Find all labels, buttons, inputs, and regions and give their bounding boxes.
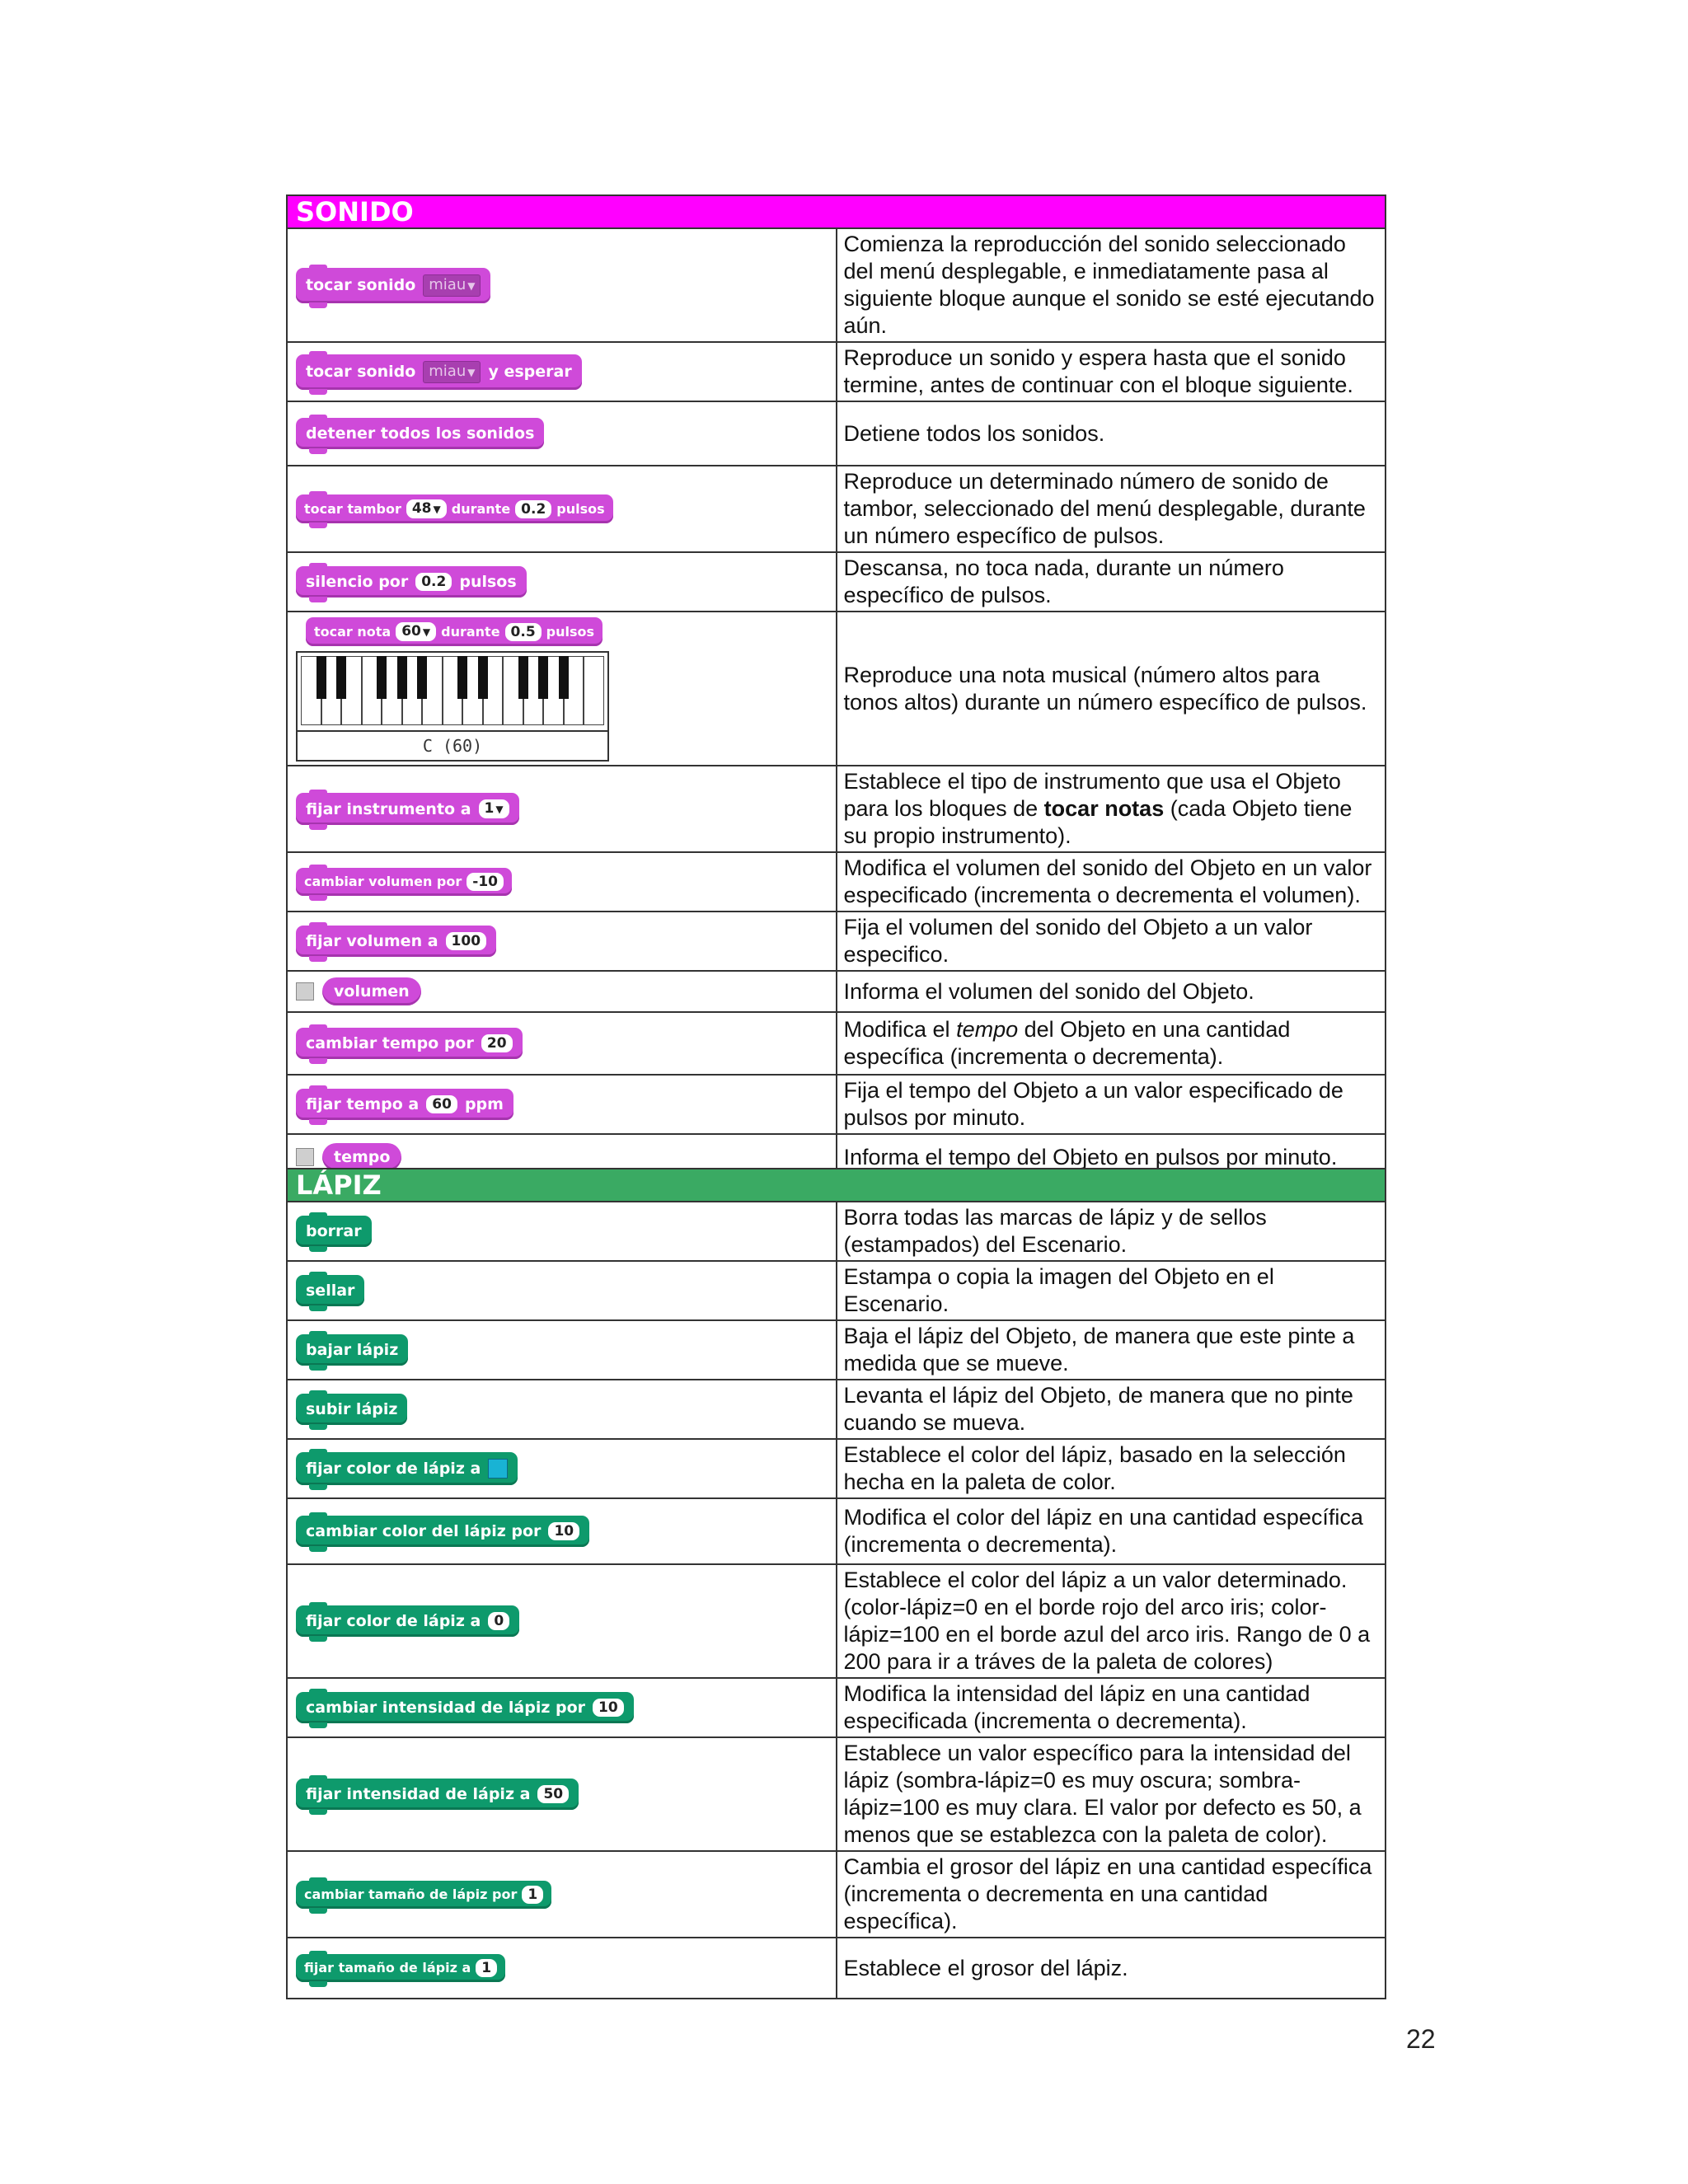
piano-black-key[interactable] — [478, 656, 488, 699]
table-row — [287, 912, 1386, 971]
stop-all-sounds-block[interactable]: detener todos los sonidos — [296, 418, 544, 449]
pen-color-field[interactable]: 0 — [488, 1612, 509, 1630]
instrument-field[interactable]: 1 ▼ — [479, 799, 509, 818]
note-label: C (60) — [298, 730, 607, 760]
set-pen-color-value-block[interactable]: fijar color de lápiz a 0 — [296, 1605, 519, 1637]
table-row — [287, 342, 1386, 401]
volume-field[interactable]: -10 — [467, 873, 504, 891]
table-row — [287, 1202, 1386, 1261]
tempo-field[interactable]: 60 — [426, 1095, 457, 1113]
set-pen-color-block[interactable]: fijar color de lápiz a — [296, 1452, 518, 1485]
table-row — [287, 766, 1386, 852]
row-description: Cambia el grosor del lápiz en una cantidad específica (incrementa o decrementa en una cantidad específica). — [837, 1851, 1386, 1938]
change-volume-block[interactable]: cambiar volumen por -10 — [296, 868, 512, 896]
piano-keyboard[interactable] — [296, 651, 609, 762]
pen-color-field[interactable]: 10 — [548, 1522, 579, 1540]
change-pen-shade-block[interactable]: cambiar intensidad de lápiz por 10 — [296, 1692, 634, 1723]
row-description: Modifica el color del lápiz en una cantidad específica (incrementa o decrementa). — [837, 1498, 1386, 1564]
table-row — [287, 466, 1386, 552]
table-row — [287, 852, 1386, 912]
change-pen-color-block[interactable]: cambiar color del lápiz por 10 — [296, 1516, 589, 1547]
table-row — [287, 612, 1386, 766]
note-field[interactable]: 60 ▼ — [396, 622, 436, 641]
tempo-field[interactable]: 20 — [481, 1034, 513, 1052]
tempo-checkbox[interactable] — [296, 1148, 314, 1166]
row-description: Informa el tempo del Objeto en pulsos por minuto. — [837, 1134, 1386, 1180]
set-pen-shade-block[interactable]: fijar intensidad de lápiz a 50 — [296, 1779, 579, 1810]
row-description: Fija el volumen del sonido del Objeto a un valor especifico. — [837, 912, 1386, 971]
row-description: Modifica el tempo del Objeto en una cantidad específica (incrementa o decrementa). — [837, 1012, 1386, 1075]
volume-field[interactable]: 100 — [446, 932, 487, 950]
table-row — [287, 228, 1386, 342]
piano-black-key[interactable] — [397, 656, 407, 699]
change-pen-size-block[interactable]: cambiar tamaño de lápiz por 1 — [296, 1881, 551, 1909]
piano-white-key[interactable] — [584, 656, 604, 725]
row-description: Estampa o copia la imagen del Objeto en el Escenario. — [837, 1261, 1386, 1320]
table-row — [287, 971, 1386, 1012]
volume-reporter[interactable]: volumen — [322, 977, 421, 1005]
pen-size-field[interactable]: 1 — [522, 1886, 543, 1904]
tempo-reporter[interactable]: tempo — [322, 1143, 401, 1171]
play-sound-block[interactable]: tocar sonido miau ▼ — [296, 268, 490, 303]
row-description: Modifica el volumen del sonido del Objeto en un valor especificado (incrementa o decrementa el volumen). — [837, 852, 1386, 912]
dropdown-arrow-icon: ▼ — [467, 366, 476, 378]
dropdown-arrow-icon: ▼ — [422, 626, 431, 638]
set-instrument-block[interactable]: fijar instrumento a 1 ▼ — [296, 793, 519, 825]
table-row — [287, 552, 1386, 612]
row-description: Establece el grosor del lápiz. — [837, 1938, 1386, 1999]
piano-black-key[interactable] — [377, 656, 387, 699]
pen-header: LÁPIZ — [287, 1169, 1386, 1202]
row-description: Comienza la reproducción del sonido seleccionado del menú desplegable, e inmediatamente pasa al siguiente bloque aunque el sonido se esté ejecutando aún. — [837, 228, 1386, 342]
row-description: Borra todas las marcas de lápiz y de sellos (estampados) del Escenario. — [837, 1202, 1386, 1261]
sound-dropdown[interactable]: miau ▼ — [423, 274, 481, 297]
sound-table — [286, 194, 1386, 1181]
change-tempo-block[interactable]: cambiar tempo por 20 — [296, 1028, 523, 1059]
row-description: Informa el volumen del sonido del Objeto. — [837, 971, 1386, 1012]
drum-field[interactable]: 48 ▼ — [406, 499, 447, 518]
piano-black-key[interactable] — [518, 656, 528, 699]
row-description: Fija el tempo del Objeto a un valor especificado de pulsos por minuto. — [837, 1075, 1386, 1134]
table-row — [287, 1498, 1386, 1564]
table-row — [287, 1564, 1386, 1678]
table-row — [287, 1380, 1386, 1439]
stamp-block[interactable]: sellar — [296, 1275, 364, 1306]
piano-black-key[interactable] — [559, 656, 569, 699]
row-description: Establece un valor específico para la intensidad del lápiz (sombra-lápiz=0 es muy oscura; sombra-lápiz=100 es muy clara. El valor por defecto es 50, a menos que se establezca con la paleta de color). — [837, 1737, 1386, 1851]
piano-black-key[interactable] — [417, 656, 427, 699]
sound-dropdown[interactable]: miau ▼ — [423, 361, 481, 383]
play-sound-until-done-block[interactable]: tocar sonido miau ▼ y esperar — [296, 354, 582, 390]
row-description: Establece el color del lápiz a un valor determinado. (color-lápiz=0 en el borde rojo del arco iris; color-lápiz=100 en el borde azul del arco iris. Rango de 0 a 200 para ir a tráves de la paleta de colores) — [837, 1564, 1386, 1678]
set-pen-size-block[interactable]: fijar tamaño de lápiz a 1 — [296, 1954, 505, 1982]
row-description: Establece el color del lápiz, basado en la selección hecha en la paleta de color. — [837, 1439, 1386, 1498]
page-number: 22 — [1406, 2024, 1436, 2054]
set-tempo-block[interactable]: fijar tempo a 60 ppm — [296, 1089, 513, 1120]
pen-color-swatch[interactable] — [488, 1459, 508, 1479]
play-drum-block[interactable]: tocar tambor 48 ▼ durante 0.2 pulsos — [296, 494, 613, 523]
row-description: Reproduce una nota musical (número altos para tonos altos) durante un número específico de pulsos. — [837, 612, 1386, 766]
piano-black-key[interactable] — [316, 656, 326, 699]
row-description: Detiene todos los sonidos. — [837, 401, 1386, 466]
rest-for-block[interactable]: silencio por 0.2 pulsos — [296, 566, 527, 598]
row-description: Levanta el lápiz del Objeto, de manera que no pinte cuando se mueva. — [837, 1380, 1386, 1439]
table-row — [287, 1737, 1386, 1851]
beats-field[interactable]: 0.5 — [505, 623, 542, 641]
beats-field[interactable]: 0.2 — [515, 500, 551, 518]
set-volume-block[interactable]: fijar volumen a 100 — [296, 926, 496, 957]
volume-checkbox[interactable] — [296, 982, 314, 1001]
pen-shade-field[interactable]: 50 — [537, 1785, 569, 1803]
table-row — [287, 1075, 1386, 1134]
table-row — [287, 1261, 1386, 1320]
table-row — [287, 1439, 1386, 1498]
piano-black-key[interactable] — [336, 656, 346, 699]
pen-table — [286, 1168, 1386, 1999]
dropdown-arrow-icon: ▼ — [433, 504, 441, 515]
table-row — [287, 1678, 1386, 1737]
row-description: Baja el lápiz del Objeto, de manera que este pinte a medida que se mueve. — [837, 1320, 1386, 1380]
sound-header: SONIDO — [287, 195, 1386, 228]
pen-down-block[interactable]: bajar lápiz — [296, 1334, 408, 1366]
pen-header-row — [287, 1169, 1386, 1202]
row-description: Modifica la intensidad del lápiz en una cantidad especificada (incrementa o decrementa). — [837, 1678, 1386, 1737]
row-description: Descansa, no toca nada, durante un número específico de pulsos. — [837, 552, 1386, 612]
pen-size-field[interactable]: 1 — [476, 1959, 497, 1977]
row-description: Establece el tipo de instrumento que usa el Objeto para los bloques de tocar notas (cada Objeto tiene su propio instrumento). — [837, 766, 1386, 852]
sound-header-row — [287, 195, 1386, 228]
row-description: Reproduce un sonido y espera hasta que el sonido termine, antes de continuar con el bloque siguiente. — [837, 342, 1386, 401]
play-note-block[interactable]: tocar nota 60 ▼ durante 0.5 pulsos — [306, 617, 603, 646]
table-row — [287, 1851, 1386, 1938]
piano-black-key[interactable] — [538, 656, 548, 699]
row-description: Reproduce un determinado número de sonido de tambor, seleccionado del menú desplegable, durante un número específico de pulsos. — [837, 466, 1386, 552]
table-row — [287, 1938, 1386, 1999]
pen-shade-field[interactable]: 10 — [593, 1699, 624, 1717]
table-row — [287, 1012, 1386, 1075]
clear-block[interactable]: borrar — [296, 1216, 372, 1247]
dropdown-arrow-icon: ▼ — [495, 804, 504, 815]
table-row — [287, 1320, 1386, 1380]
dropdown-arrow-icon: ▼ — [467, 279, 476, 292]
table-row — [287, 401, 1386, 466]
play-note-with-piano — [296, 617, 609, 762]
piano-black-key[interactable] — [457, 656, 467, 699]
beats-field[interactable]: 0.2 — [415, 573, 452, 591]
pen-up-block[interactable]: subir lápiz — [296, 1394, 407, 1425]
